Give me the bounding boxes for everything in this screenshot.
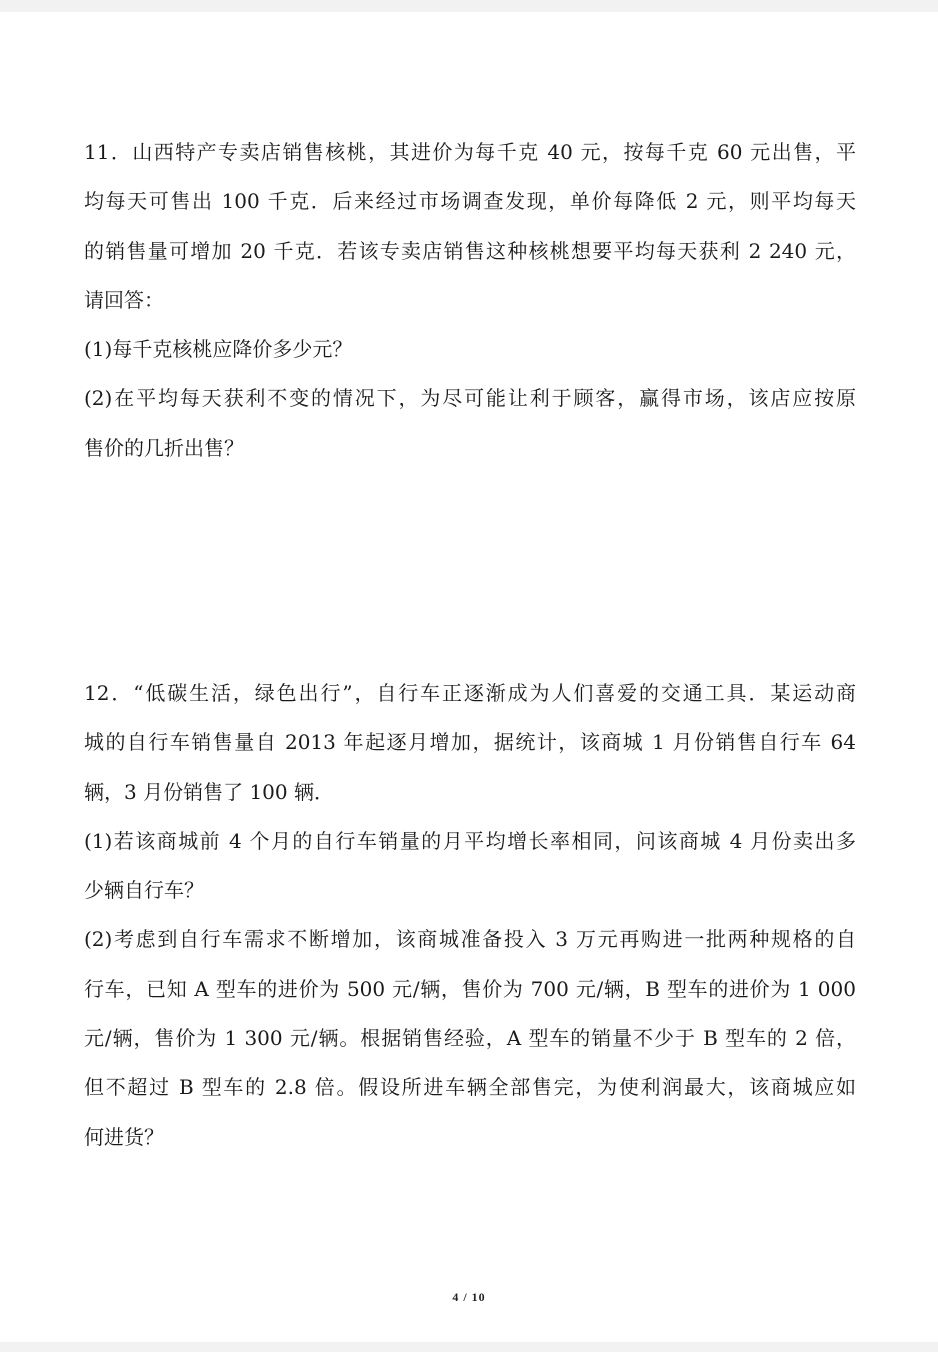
question-12-part-2: (2)考虑到自行车需求不断增加，该商城准备投入 3 万元再购进一批两种规格的自 xyxy=(84,927,856,952)
question-12-part-2-line-5: 何进货？ xyxy=(84,1124,164,1149)
question-11-part-1: (1)每千克核桃应降价多少元？ xyxy=(84,337,353,362)
question-11-part-2: (2)在平均每天获利不变的情况下，为尽可能让利于顾客，赢得市场，该店应按原 xyxy=(84,386,856,411)
question-12-part-1-cont: 少辆自行车？ xyxy=(84,878,204,903)
question-11-line-1: 11．山西特产专卖店销售核桃，其进价为每千克 40 元，按每千克 60 元出售，平 xyxy=(84,140,856,164)
question-12-part-2-line-2: 行车，已知 A 型车的进价为 500 元/辆，售价为 700 元/辆，B 型车的进价为 1 000 xyxy=(84,976,856,1001)
question-11-part-2-cont: 售价的几折出售？ xyxy=(84,435,244,460)
question-12-part-2-line-3: 元/辆，售价为 1 300 元/辆。根据销售经验，A 型车的销量不少于 B 型车的 2 倍， xyxy=(84,1026,856,1051)
question-12-part-2-line-4: 但不超过 B 型车的 2.8 倍。假设所进车辆全部售完，为使利润最大，该商城应如 xyxy=(84,1075,856,1100)
question-12-line-3: 辆，3 月份销售了 100 辆． xyxy=(84,779,334,804)
question-11-line-3: 的销售量可增加 20 千克．若该专卖店销售这种核桃想要平均每天获利 2 240 元， xyxy=(84,238,856,263)
question-12-line-1: 12．“低碳生活，绿色出行”，自行车正逐渐成为人们喜爱的交通工具．某运动商 xyxy=(84,681,856,705)
question-12 xyxy=(84,669,856,1162)
question-11-line-4: 请回答： xyxy=(84,287,164,312)
question-12-line-2: 城的自行车销售量自 2013 年起逐月增加，据统计，该商城 1 月份销售自行车 64 xyxy=(84,730,856,755)
document-page xyxy=(0,12,938,1342)
question-12-part-1: (1)若该商城前 4 个月的自行车销量的月平均增长率相同，问该商城 4 月份卖出多 xyxy=(84,828,856,853)
question-11 xyxy=(84,128,856,473)
page-indicator: 4 / 10 xyxy=(452,1290,486,1304)
question-11-line-2: 均每天可售出 100 千克．后来经过市场调查发现，单价每降低 2 元，则平均每天 xyxy=(84,189,856,214)
